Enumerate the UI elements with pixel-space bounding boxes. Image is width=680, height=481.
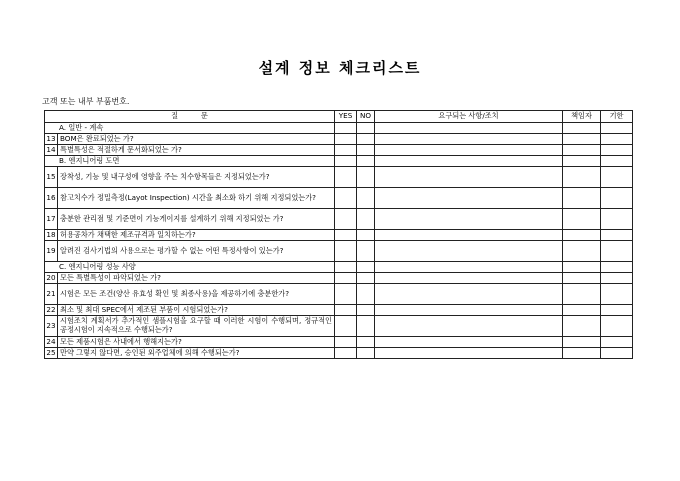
checklist-row — [45, 145, 633, 156]
action-cell[interactable] — [375, 167, 563, 188]
due-cell[interactable] — [601, 145, 633, 156]
section-row — [45, 262, 633, 273]
owner-header: 책임자 — [563, 111, 601, 123]
checklist-row — [45, 273, 633, 284]
no-cell[interactable] — [357, 316, 375, 337]
item-number: 17 — [45, 209, 58, 230]
due-cell[interactable] — [601, 316, 633, 337]
yes-cell[interactable] — [335, 284, 357, 305]
yes-cell[interactable] — [335, 123, 357, 134]
owner-cell[interactable] — [563, 348, 601, 359]
section-title: C. 엔지니어링 성능 사양 — [45, 262, 335, 273]
checklist-row — [45, 348, 633, 359]
section-row — [45, 156, 633, 167]
yes-cell[interactable] — [335, 305, 357, 316]
due-cell[interactable] — [601, 123, 633, 134]
owner-cell[interactable] — [563, 156, 601, 167]
item-question: 알려진 검사기법의 사용으로는 평가할 수 없는 어떤 특정사항이 있는가? — [58, 241, 335, 262]
checklist-table — [44, 110, 633, 359]
item-question: 만약 그렇지 않다면, 승인된 외주업체에 의해 수행되는가? — [58, 348, 335, 359]
item-number: 21 — [45, 284, 58, 305]
item-number: 20 — [46, 272, 56, 282]
due-cell[interactable] — [601, 156, 633, 167]
no-cell[interactable] — [357, 230, 375, 241]
action-cell[interactable] — [375, 305, 563, 316]
due-cell[interactable] — [601, 209, 633, 230]
action-cell[interactable] — [375, 337, 563, 348]
question-header: 질 문 — [45, 111, 335, 123]
item-question: 모든 제품시험은 사내에서 행해지는가? — [58, 337, 335, 348]
yes-header: YES — [335, 111, 357, 123]
action-cell[interactable] — [375, 188, 563, 209]
page-title: 설계 정보 체크리스트 — [258, 59, 422, 77]
yes-cell[interactable] — [335, 209, 357, 230]
yes-cell[interactable] — [335, 167, 357, 188]
no-cell[interactable] — [357, 188, 375, 209]
due-cell[interactable] — [601, 188, 633, 209]
no-cell[interactable] — [357, 241, 375, 262]
due-cell[interactable] — [601, 273, 633, 284]
action-header: 요구되는 사항/조치 — [375, 111, 563, 123]
action-cell[interactable] — [375, 145, 563, 156]
yes-cell[interactable] — [335, 316, 357, 337]
action-cell[interactable] — [375, 134, 563, 145]
checklist-row — [45, 209, 633, 230]
due-cell[interactable] — [601, 262, 633, 273]
owner-cell[interactable] — [563, 337, 601, 348]
due-cell[interactable] — [601, 134, 633, 145]
checklist-row — [45, 188, 633, 209]
checklist-row — [45, 337, 633, 348]
due-cell[interactable] — [601, 305, 633, 316]
item-number: 13 — [46, 133, 56, 143]
item-question: 시험은 모든 조건(양산 유효성 확인 및 최종사용)을 제공하기에 충분한가? — [58, 284, 335, 305]
yes-cell[interactable] — [335, 134, 357, 145]
owner-cell[interactable] — [563, 273, 601, 284]
due-cell[interactable] — [601, 284, 633, 305]
no-cell[interactable] — [357, 156, 375, 167]
checklist-row — [45, 134, 633, 145]
item-number: 22 — [46, 304, 56, 314]
owner-cell[interactable] — [563, 134, 601, 145]
no-cell[interactable] — [357, 209, 375, 230]
item-question: 특별특성은 적절하게 문서화되었는 가? — [58, 145, 335, 156]
part-number-label: 고객 또는 내부 부품번호. — [42, 97, 130, 106]
yes-cell[interactable] — [335, 262, 357, 273]
yes-cell[interactable] — [335, 145, 357, 156]
yes-cell[interactable] — [335, 348, 357, 359]
owner-cell[interactable] — [563, 167, 601, 188]
no-cell[interactable] — [357, 284, 375, 305]
item-number: 19 — [45, 241, 58, 262]
due-cell[interactable] — [601, 337, 633, 348]
due-cell[interactable] — [601, 241, 633, 262]
checklist-row — [45, 241, 633, 262]
yes-cell[interactable] — [335, 230, 357, 241]
no-header: NO — [357, 111, 375, 123]
yes-cell[interactable] — [335, 188, 357, 209]
section-title: B. 엔지니어링 도면 — [45, 156, 335, 167]
due-cell[interactable] — [601, 167, 633, 188]
owner-cell[interactable] — [563, 316, 601, 337]
owner-cell[interactable] — [563, 305, 601, 316]
checklist-row — [45, 284, 633, 305]
action-cell[interactable] — [375, 262, 563, 273]
no-cell[interactable] — [357, 262, 375, 273]
no-cell[interactable] — [357, 145, 375, 156]
yes-cell[interactable] — [335, 156, 357, 167]
checklist-row — [45, 305, 633, 316]
due-cell[interactable] — [601, 348, 633, 359]
no-cell[interactable] — [357, 123, 375, 134]
owner-cell[interactable] — [563, 230, 601, 241]
owner-cell[interactable] — [563, 123, 601, 134]
item-question: BOM은 완료되었는 가? — [58, 134, 335, 145]
item-question: 모든 특별특성이 파악되었는 가? — [58, 273, 335, 284]
due-cell[interactable] — [601, 230, 633, 241]
action-cell[interactable] — [375, 123, 563, 134]
owner-cell[interactable] — [563, 262, 601, 273]
action-cell[interactable] — [375, 284, 563, 305]
action-cell[interactable] — [375, 273, 563, 284]
item-question: 참고치수가 정밀측정(Layot Inspection) 시간을 최소화 하기 위해 지정되었는가? — [58, 188, 335, 209]
item-question: 충분한 관리점 및 기준면이 기능게이지를 설계하기 위해 지정되었는 가? — [58, 209, 335, 230]
item-question: 장착성, 기능 및 내구성에 영향을 주는 치수항목들은 지정되었는가? — [58, 167, 335, 188]
yes-cell[interactable] — [335, 241, 357, 262]
owner-cell[interactable] — [563, 188, 601, 209]
item-number: 16 — [45, 188, 58, 209]
checklist-row — [45, 316, 633, 337]
action-cell[interactable] — [375, 230, 563, 241]
due-header: 기한 — [601, 111, 633, 123]
checklist-row — [45, 230, 633, 241]
no-cell[interactable] — [357, 305, 375, 316]
item-number: 18 — [46, 229, 56, 239]
owner-cell[interactable] — [563, 241, 601, 262]
no-cell[interactable] — [357, 273, 375, 284]
owner-cell[interactable] — [563, 284, 601, 305]
owner-cell[interactable] — [563, 209, 601, 230]
section-title: A. 일반 - 계속 — [45, 123, 335, 134]
item-question: 허용공차가 채택한 제조규격과 일치하는가? — [58, 230, 335, 241]
item-number: 25 — [46, 347, 56, 357]
no-cell[interactable] — [357, 348, 375, 359]
item-question: 최소 및 최대 SPEC에서 제조된 부품이 시험되었는가? — [58, 305, 335, 316]
action-cell[interactable] — [375, 156, 563, 167]
yes-cell[interactable] — [335, 273, 357, 284]
action-cell[interactable] — [375, 241, 563, 262]
yes-cell[interactable] — [335, 337, 357, 348]
item-number: 14 — [46, 144, 56, 154]
section-row — [45, 123, 633, 134]
checklist-row — [45, 167, 633, 188]
item-number: 23 — [45, 316, 58, 337]
item-question: 시험조치 계획서가 추가적인 샘플시험을 요구할 때 이러한 시험이 수행되며, 정규적인 공정시험이 지속적으로 수행되는가? — [58, 316, 335, 337]
no-cell[interactable] — [357, 134, 375, 145]
header-row — [45, 111, 633, 123]
action-cell[interactable] — [375, 348, 563, 359]
no-cell[interactable] — [357, 337, 375, 348]
owner-cell[interactable] — [563, 145, 601, 156]
action-cell[interactable] — [375, 209, 563, 230]
item-number: 15 — [45, 167, 58, 188]
item-number: 24 — [46, 336, 56, 346]
action-cell[interactable] — [375, 316, 563, 337]
no-cell[interactable] — [357, 167, 375, 188]
